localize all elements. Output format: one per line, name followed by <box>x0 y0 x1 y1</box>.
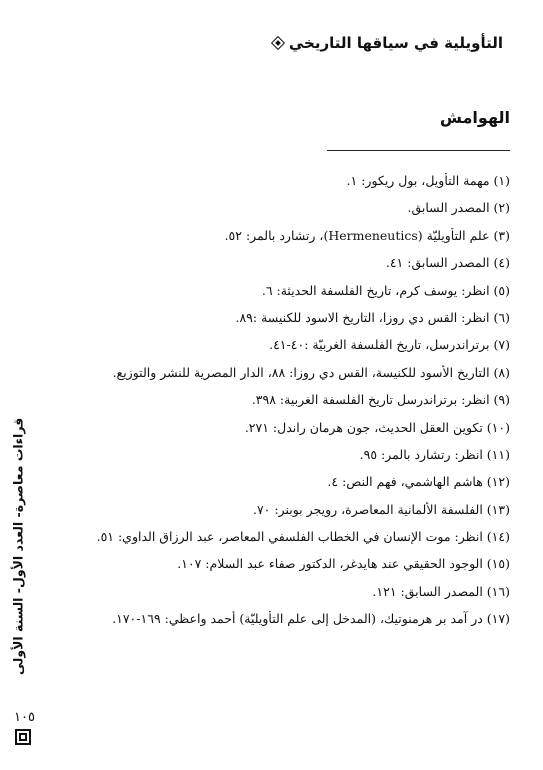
footnote-17: (١٧) در آمد بر هرمنوتيك، (المدخل إلى علم التأويليّة) أحمد واعظي: ١٦٩-١٧٠. <box>112 611 510 627</box>
section-title: الهوامش <box>439 108 510 127</box>
footnote-12: (١٢) هاشم الهاشمي، فهم النص: ٤. <box>327 474 510 490</box>
footnote-4: (٤) المصدر السابق: ٤١. <box>385 255 510 271</box>
footnote-6: (٦) انظر: القس دي روزا، التاريخ الاسود للكنيسة :٨٩. <box>235 309 510 325</box>
running-header-title: التأويلية في سياقها التاريخي <box>288 34 503 52</box>
footnote-11: (١١) انظر: رتشارد بالمر: ٩٥. <box>359 446 510 462</box>
journal-side-label: قراءات معاصرة- العدد الأول- السنة الأولى <box>10 417 26 675</box>
footnote-13: (١٣) الفلسفة الألمانية المعاصرة، رويجر بوبنر: ٧٠. <box>252 501 510 517</box>
footnote-15: (١٥) الوجود الحقيقي عند هايدغر، الدكتور صفاء عبد السلام: ١٠٧. <box>177 556 510 572</box>
footnote-8: (٨) التاريخ الأسود للكنيسة، القس دي روزا: ٨٨، الدار المصرية للنشر والتوزيع. <box>112 364 510 380</box>
footnote-10: (١٠) تكوين العقل الحديث، جون هرمان راندل: ٢٧١. <box>244 419 510 435</box>
footnote-16: (١٦) المصدر السابق: ١٢١. <box>372 583 510 599</box>
footnote-list <box>30 173 510 639</box>
footnote-7: (٧) برتراندرسل، تاريخ الفلسفة الغربيّة :٤٠-٤١. <box>269 337 510 353</box>
footnote-14: (١٤) انظر: موت الإنسان في الخطاب الفلسفي المعاصر، عبد الرزاق الداوي: ٥١. <box>96 529 510 545</box>
footnote-1: (١) مهمة التأويل، بول ريكور: ١. <box>346 173 510 188</box>
diamond-ornament-icon <box>273 38 283 48</box>
footnote-3: (٣) علم التأويليّة (Hermeneutics)، رتشارد بالمر: ٥٢. <box>224 227 510 243</box>
footnote-divider <box>327 150 510 151</box>
footnote-9: (٩) انظر: برتراندرسل تاريخ الفلسفة الغربية: ٣٩٨. <box>251 392 510 408</box>
footnote-5: (٥) انظر: يوسف كرم، تاريخ الفلسفة الحديثة: ٦. <box>261 282 510 298</box>
footnote-2: (٢) المصدر السابق. <box>407 200 510 216</box>
square-frame-icon <box>15 729 31 745</box>
page-number: ١٠٥ <box>14 710 35 725</box>
running-header <box>60 34 503 52</box>
